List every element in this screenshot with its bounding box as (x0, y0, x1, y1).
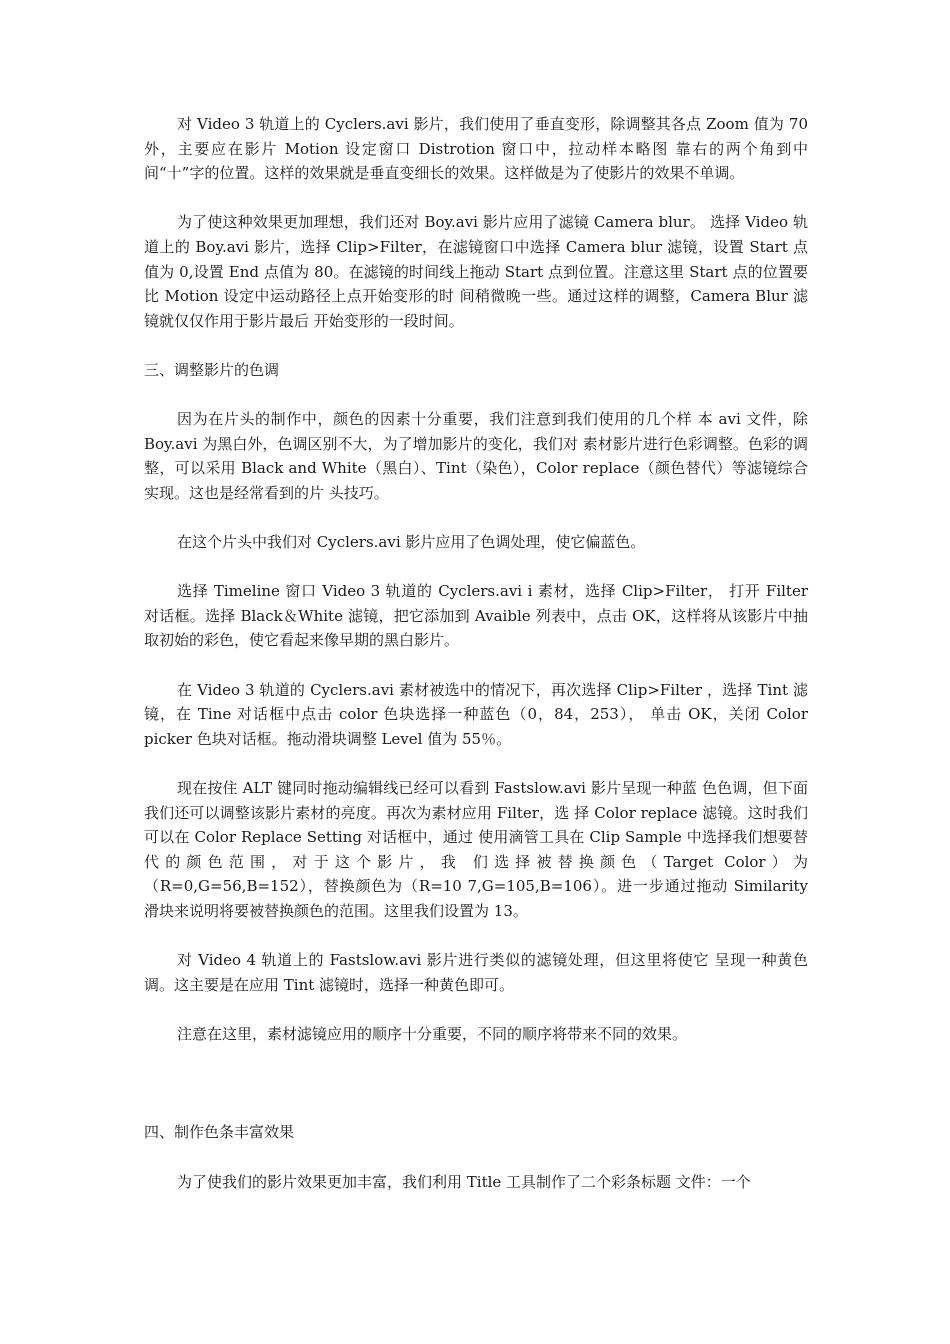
section-heading-color-tone: 三、调整影片的色调 (144, 360, 280, 379)
paragraph-spacer (144, 383, 808, 408)
paragraph-color-replace: 现在按住 ALT 键同时拖动编辑线已经可以看到 Fastslow.avi 影片呈现一种蓝 色色调，但下面我们还可以调整该影片素材的亮度。再次为素材应用 Filter，选 择 Color replace 滤镜。这时我们可以在 Color Replace Setting 对话框中，通过 使用滴管工具在 Clip Sample 中选择我们想要替代的颜色范围，对于这个影片，我 们选择被替换颜色（Target Color）为（R=0,G=56,B=152），替换颜色为（R=10 7,G=105,B=106）。进一步通过拖动 Similarity 滑块来说明将要被替换颜色的范围。这里我们设置为 13。 (144, 779, 808, 920)
paragraph-spacer (144, 333, 808, 358)
paragraph-tint-filter: 在 Video 3 轨道的 Cyclers.avi 素材被选中的情况下，再次选择 Clip>Filter ，选择 Tint 滤镜，在 Tine 对话框中点击 color 色块选择一种蓝色（0，84，253）， 单击 OK，关闭 Color picker 色块对话框。拖动滑块调整 Level 值为 55％。 (144, 680, 808, 748)
paragraph-blue-tint: 在这个片头中我们对 Cyclers.avi 影片应用了色调处理，使它偏蓝色。 (177, 533, 646, 552)
paragraph-black-white-filter: 选择 Timeline 窗口 Video 3 轨道的 Cyclers.avi i 素材，选择 Clip>Filter， 打开 Filter 对话框。选择 Black＆White 滤镜，把它添加到 Avaible 列表中，点击 OK，这样将从该影片中抽取初始的彩色，使它看起来像早期的黑白影片。 (144, 582, 808, 650)
paragraph-video3-zoom: 对 Video 3 轨道上的 Cyclers.avi 影片，我们使用了垂直变形，除调整其各点 Zoom 值为 70 外，主要应在影片 Motion 设定窗口 Distrotion 窗口中，拉动样本略图 靠右的两个角到中间“十”字的位置。这样的效果就是垂直变细长的效果。这样做是为了使影片的效果不单调。 (144, 115, 808, 183)
paragraph-spacer (144, 555, 808, 580)
paragraph-spacer (144, 186, 808, 211)
document-page (144, 112, 808, 1194)
paragraph-filter-order: 注意在这里，素材滤镜应用的顺序十分重要，不同的顺序将带来不同的效果。 (177, 1024, 688, 1043)
paragraph-spacer (144, 997, 808, 1022)
paragraph-color-importance: 因为在片头的制作中，颜色的因素十分重要，我们注意到我们使用的几个样 本 avi 文件，除 Boy.avi 为黑白外，色调区别不大，为了增加影片的变化，我们对 素材影片进行色彩调整。色彩的调整，可以采用 Black and White（黑白）、Tint（染色），Color replace（颜色替代）等滤镜综合实现。这也是经常看到的片 头技巧。 (144, 410, 808, 502)
paragraph-spacer (144, 751, 808, 776)
paragraph-spacer-large (144, 1047, 808, 1121)
paragraph-spacer (144, 653, 808, 678)
paragraph-spacer (144, 924, 808, 949)
section-heading-color-bars: 四、制作色条丰富效果 (144, 1123, 295, 1142)
paragraph-title-tool: 为了使我们的影片效果更加丰富，我们利用 Title 工具制作了二个彩条标题 文件：一个 (177, 1172, 751, 1191)
paragraph-camera-blur: 为了使这种效果更加理想，我们还对 Boy.avi 影片应用了滤镜 Camera blur。 选择 Video 轨道上的 Boy.avi 影片，选择 Clip>Filter，在滤镜窗口中选择 Camera blur 滤镜，设置 Start 点值为 0,设置 End 点值为 80。在滤镜的时间线上拖动 Start 点到位置。注意这里 Start 点的位置要比 Motion 设定中运动路径上点开始变形的时 间稍微晚一些。通过这样的调整，Camera Blur 滤镜就仅仅作用于影片最后 开始变形的一段时间。 (144, 213, 808, 330)
paragraph-spacer (144, 1145, 808, 1170)
paragraph-spacer (144, 506, 808, 531)
paragraph-video4-yellow: 对 Video 4 轨道上的 Fastslow.avi 影片进行类似的滤镜处理，但这里将使它 呈现一种黄色调。这主要是在应用 Tint 滤镜时，选择一种黄色即可。 (144, 951, 808, 994)
